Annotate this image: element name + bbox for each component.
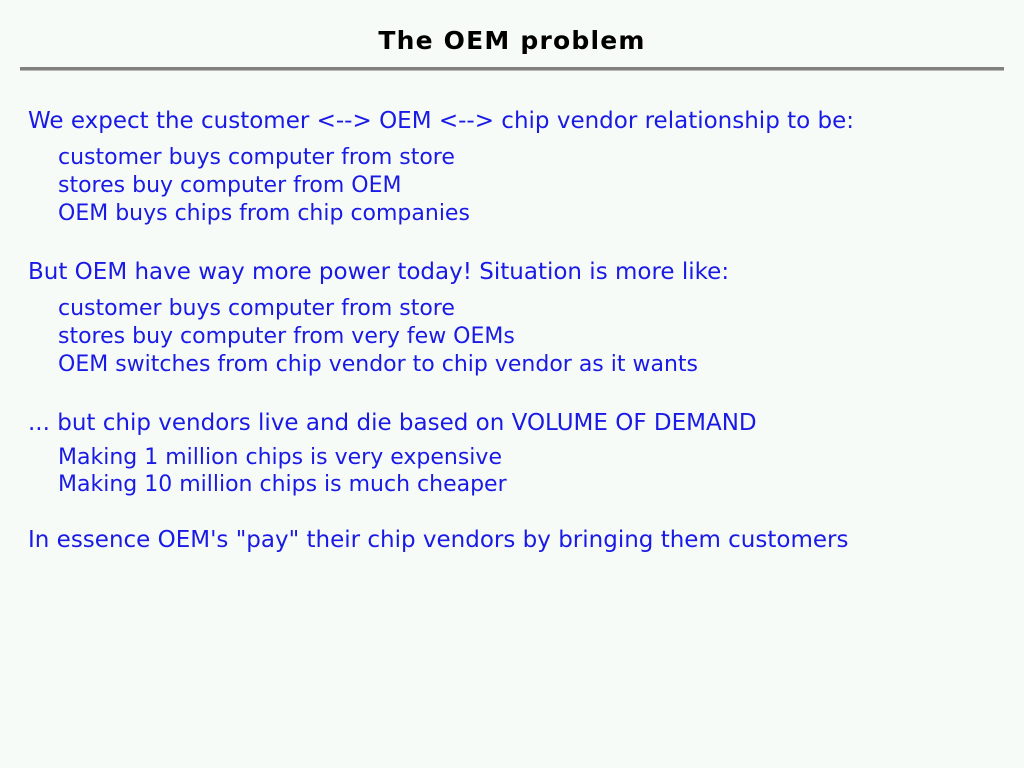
block-2-item-2: stores buy computer from very few OEMs <box>58 323 515 349</box>
block-2-lead: But OEM have way more power today! Situation is more like: <box>28 258 730 285</box>
page-title: The OEM problem <box>378 26 646 55</box>
block-1-item-1: customer buys computer from store <box>58 144 455 170</box>
block-3-item-2: Making 10 million chips is much cheaper <box>58 472 507 498</box>
block-3-lead: ... but chip vendors live and die based on VOLUME OF DEMAND <box>28 409 757 436</box>
block-2-item-3: OEM switches from chip vendor to chip vendor as it wants <box>58 351 698 377</box>
block-1-item-2: stores buy computer from OEM <box>58 172 402 198</box>
block-1-item-3: OEM buys chips from chip companies <box>58 200 470 226</box>
content-block-3 <box>28 409 998 500</box>
block-3-item-1: Making 1 million chips is very expensive <box>58 444 502 470</box>
block-2-item-1: customer buys computer from store <box>58 295 455 321</box>
closing-statement: In essence OEM's "pay" their chip vendors by bringing them customers <box>28 527 849 554</box>
content-block-1 <box>28 107 998 228</box>
content-block-2 <box>28 258 998 379</box>
slide-body <box>0 71 1024 553</box>
block-1-lead: We expect the customer <--> OEM <--> chip vendor relationship to be: <box>28 108 855 134</box>
